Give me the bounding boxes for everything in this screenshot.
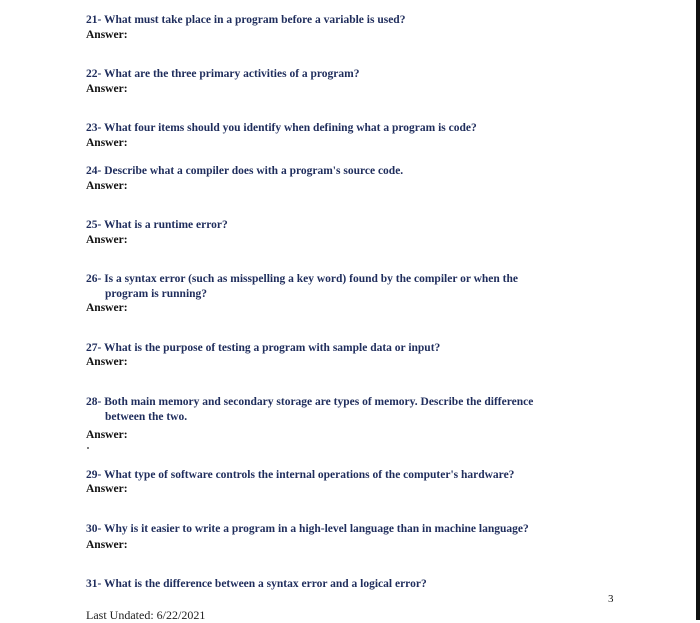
question-28 [86,395,606,425]
question-26 [86,272,606,302]
answer-label-25: Answer: [86,234,128,246]
question-31: 31- What is the difference between a syntax error and a logical error? [86,578,427,590]
question-26-line1: 26- Is a syntax error (such as misspelling a key word) found by the compiler or when the [86,273,519,285]
answer-label-28: Answer: [86,429,128,441]
question-23: 23- What four items should you identify when defining what a program is code? [86,122,477,134]
answer-label-21: Answer: [86,29,128,41]
stray-mark [87,447,89,449]
page-number: 3 [608,593,614,605]
answer-label-26: Answer: [86,302,128,314]
question-21: 21- What must take place in a program before a variable is used? [86,14,406,26]
question-25: 25- What is a runtime error? [86,219,228,231]
answer-label-24: Answer: [86,180,128,192]
question-29: 29- What type of software controls the internal operations of the computer's hardware? [86,469,515,481]
question-28-line2: between the two. [105,411,188,423]
footer-last-updated: Last Undated: 6/22/2021 [86,608,206,622]
scrollbar-edge [696,0,700,620]
answer-label-23: Answer: [86,137,128,149]
answer-label-29: Answer: [86,483,128,495]
question-30: 30- Why is it easier to write a program in a high-level language than in machine language? [86,523,529,535]
question-27: 27- What is the purpose of testing a program with sample data or input? [86,342,441,354]
answer-label-27: Answer: [86,356,128,368]
question-24: 24- Describe what a compiler does with a program's source code. [86,165,404,177]
question-26-line2: program is running? [105,288,208,300]
answer-label-22: Answer: [86,83,128,95]
question-28-line1: 28- Both main memory and secondary storage are types of memory. Describe the difference [86,396,534,408]
answer-label-30: Answer: [86,539,128,551]
question-22: 22- What are the three primary activities of a program? [86,68,360,80]
